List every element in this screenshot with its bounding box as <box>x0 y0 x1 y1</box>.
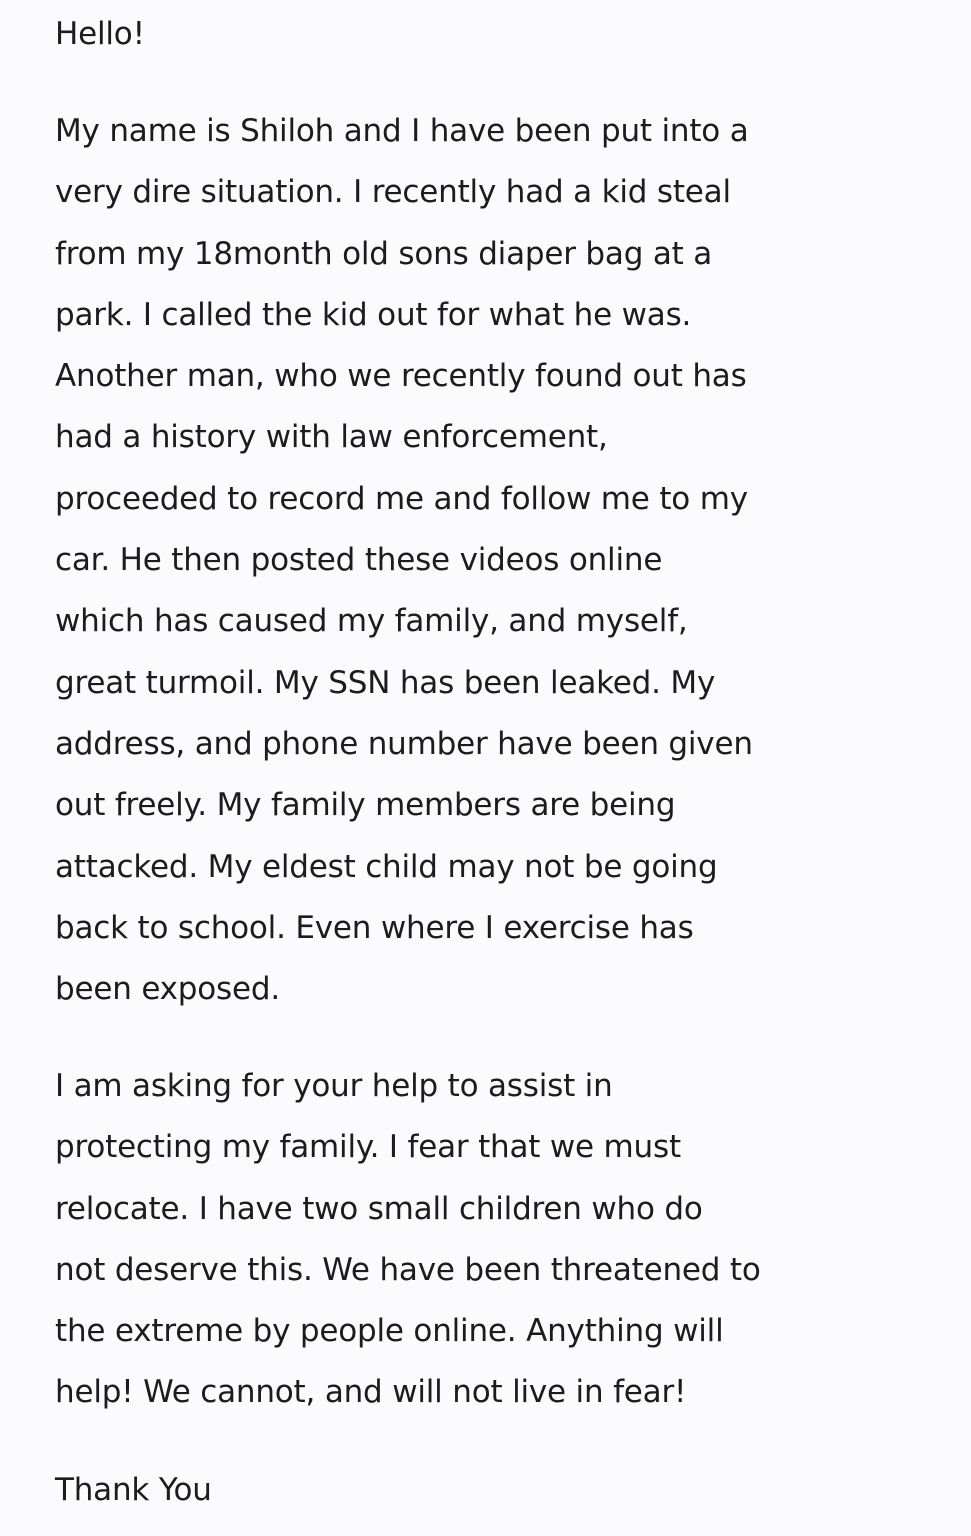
greeting-text: Hello! <box>55 16 145 52</box>
paragraph-line: not deserve this. We have been threatened to <box>55 1251 761 1288</box>
paragraph-line: park. I called the kid out for what he was. <box>55 296 692 333</box>
message-paragraph-1 <box>55 101 753 1020</box>
message-paragraph-2 <box>55 1056 761 1424</box>
paragraph-line: very dire situation. I recently had a kid steal <box>55 174 731 211</box>
paragraph-line: help! We cannot, and will not live in fear! <box>55 1374 687 1411</box>
paragraph-line: car. He then posted these videos online <box>55 542 663 579</box>
paragraph-line: relocate. I have two small children who do <box>55 1190 703 1227</box>
signoff-text: Thank You <box>55 1472 212 1508</box>
paragraph-line: My name is Shiloh and I have been put into a <box>55 113 749 149</box>
paragraph-line: Another man, who we recently found out has <box>55 358 747 395</box>
paragraph-line: which has caused my family, and myself, <box>55 603 688 640</box>
paragraph-line: back to school. Even where I exercise has <box>55 909 694 946</box>
paragraph-line: been exposed. <box>55 971 280 1008</box>
paragraph-line: from my 18month old sons diaper bag at a <box>55 235 713 272</box>
paragraph-line: attacked. My eldest child may not be going <box>55 848 718 885</box>
paragraph-line: address, and phone number have been given <box>55 725 753 762</box>
paragraph-line: the extreme by people online. Anything will <box>55 1313 724 1350</box>
paragraph-line: proceeded to record me and follow me to my <box>55 480 748 517</box>
paragraph-line: out freely. My family members are being <box>55 787 676 824</box>
paragraph-line: had a history with law enforcement, <box>55 419 608 456</box>
paragraph-line: protecting my family. I fear that we must <box>55 1129 681 1166</box>
paragraph-line: I am asking for your help to assist in <box>55 1068 613 1104</box>
paragraph-line: great turmoil. My SSN has been leaked. My <box>55 664 716 701</box>
